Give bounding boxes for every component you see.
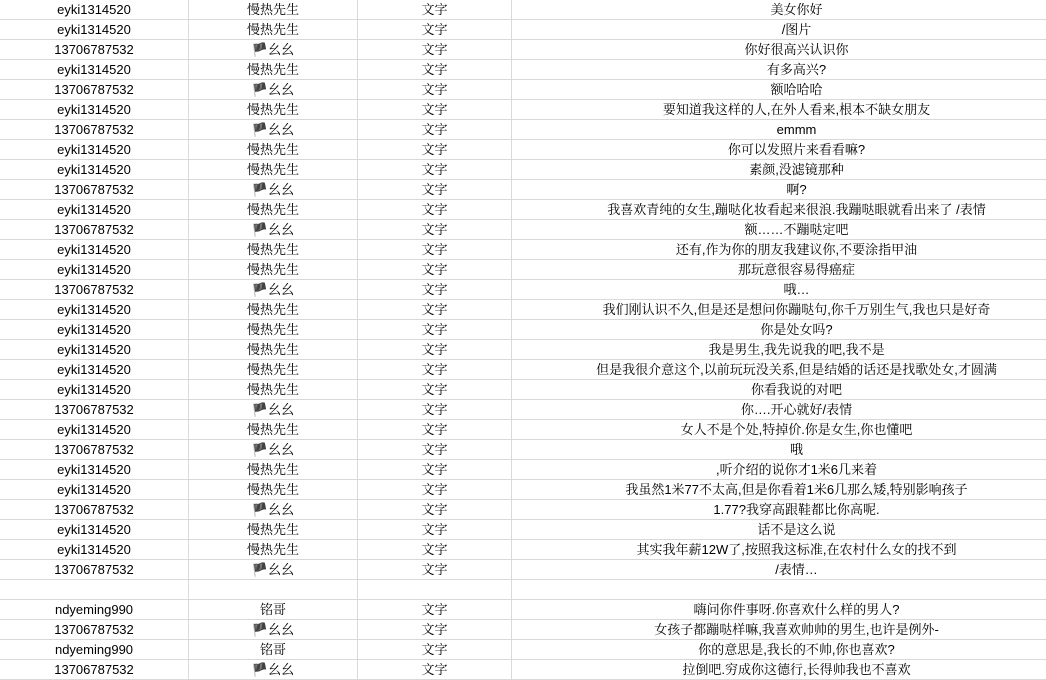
cell-nickname: 🏴幺幺	[189, 620, 358, 640]
cell-type: 文字	[358, 620, 512, 640]
cell-nickname	[189, 580, 358, 600]
cell-content: 嗨问你件事呀.你喜欢什么样的男人?	[512, 600, 1046, 620]
cell-content: 你可以发照片来看看嘛?	[512, 140, 1046, 160]
cell-account: eyki1314520	[0, 340, 189, 360]
cell-account: eyki1314520	[0, 20, 189, 40]
cell-account: 13706787532	[0, 660, 189, 680]
table-row	[0, 80, 1046, 100]
cell-account: 13706787532	[0, 440, 189, 460]
table-row	[0, 320, 1046, 340]
cell-type: 文字	[358, 600, 512, 620]
cell-type: 文字	[358, 640, 512, 660]
table-row	[0, 120, 1046, 140]
cell-type: 文字	[358, 380, 512, 400]
cell-account: eyki1314520	[0, 420, 189, 440]
cell-content: 我们刚认识不久,但是还是想问你蹦哒句,你千万别生气,我也只是好奇	[512, 300, 1046, 320]
cell-account: eyki1314520	[0, 480, 189, 500]
table-row	[0, 360, 1046, 380]
cell-content: 我喜欢青纯的女生,蹦哒化妆看起来很浪.我蹦哒眼就看出来了 /表情	[512, 200, 1046, 220]
cell-nickname: 🏴幺幺	[189, 500, 358, 520]
cell-type: 文字	[358, 420, 512, 440]
cell-account: eyki1314520	[0, 520, 189, 540]
cell-nickname: 🏴幺幺	[189, 280, 358, 300]
cell-nickname: 慢热先生	[189, 420, 358, 440]
cell-account: eyki1314520	[0, 160, 189, 180]
cell-account: 13706787532	[0, 280, 189, 300]
cell-nickname: 慢热先生	[189, 360, 358, 380]
cell-type: 文字	[358, 280, 512, 300]
cell-account: eyki1314520	[0, 60, 189, 80]
cell-content: 1.77?我穿高跟鞋都比你高呢.	[512, 500, 1046, 520]
cell-account: eyki1314520	[0, 460, 189, 480]
cell-content: 那玩意很容易得癌症	[512, 260, 1046, 280]
cell-account: eyki1314520	[0, 140, 189, 160]
cell-type: 文字	[358, 180, 512, 200]
cell-nickname: 慢热先生	[189, 240, 358, 260]
cell-type: 文字	[358, 540, 512, 560]
cell-content: 我是男生,我先说我的吧,我不是	[512, 340, 1046, 360]
cell-type: 文字	[358, 560, 512, 580]
table-row	[0, 560, 1046, 580]
cell-content: 额……不蹦哒定吧	[512, 220, 1046, 240]
cell-nickname: 慢热先生	[189, 60, 358, 80]
cell-account: 13706787532	[0, 80, 189, 100]
cell-account: 13706787532	[0, 500, 189, 520]
cell-nickname: 🏴幺幺	[189, 660, 358, 680]
table-row	[0, 300, 1046, 320]
cell-account: ndyeming990	[0, 600, 189, 620]
table-row	[0, 60, 1046, 80]
table-row	[0, 160, 1046, 180]
cell-nickname: 慢热先生	[189, 540, 358, 560]
cell-content: 素颜,没滤镜那种	[512, 160, 1046, 180]
cell-content: 女人不是个处,特掉价.你是女生,你也懂吧	[512, 420, 1046, 440]
cell-content: 有多高兴?	[512, 60, 1046, 80]
cell-type: 文字	[358, 400, 512, 420]
cell-content: 话不是这么说	[512, 520, 1046, 540]
cell-account: 13706787532	[0, 620, 189, 640]
cell-account: 13706787532	[0, 40, 189, 60]
table-row	[0, 620, 1046, 640]
table-row	[0, 420, 1046, 440]
table-row-spacer	[0, 580, 1046, 600]
cell-account	[0, 580, 189, 600]
cell-nickname: 慢热先生	[189, 100, 358, 120]
cell-type: 文字	[358, 220, 512, 240]
cell-content: 其实我年薪12W了,按照我这标准,在农村什么女的找不到	[512, 540, 1046, 560]
cell-type: 文字	[358, 500, 512, 520]
cell-nickname: 铭哥	[189, 640, 358, 660]
cell-content: 啊?	[512, 180, 1046, 200]
table-row	[0, 440, 1046, 460]
table-row	[0, 100, 1046, 120]
cell-nickname: 慢热先生	[189, 140, 358, 160]
cell-content: 你的意思是,我长的不帅,你也喜欢?	[512, 640, 1046, 660]
table-row	[0, 400, 1046, 420]
cell-nickname: 慢热先生	[189, 320, 358, 340]
cell-content	[512, 580, 1046, 600]
cell-nickname: 慢热先生	[189, 520, 358, 540]
cell-account: eyki1314520	[0, 100, 189, 120]
cell-account: 13706787532	[0, 400, 189, 420]
cell-content: 我虽然1米77不太高,但是你看着1米6几那么矮,特别影响孩子	[512, 480, 1046, 500]
cell-type: 文字	[358, 660, 512, 680]
table-row	[0, 460, 1046, 480]
cell-content: 拉倒吧.穷成你这德行,长得帅我也不喜欢	[512, 660, 1046, 680]
cell-content: 要知道我这样的人,在外人看来,根本不缺女朋友	[512, 100, 1046, 120]
table-row	[0, 520, 1046, 540]
cell-type: 文字	[358, 100, 512, 120]
table-row	[0, 640, 1046, 660]
table-row	[0, 480, 1046, 500]
cell-nickname: 🏴幺幺	[189, 120, 358, 140]
table-row	[0, 240, 1046, 260]
cell-content: ,听介绍的说你才1米6几来着	[512, 460, 1046, 480]
cell-account: eyki1314520	[0, 240, 189, 260]
cell-content: /表情…	[512, 560, 1046, 580]
cell-nickname: 🏴幺幺	[189, 180, 358, 200]
cell-nickname: 慢热先生	[189, 380, 358, 400]
cell-account: eyki1314520	[0, 360, 189, 380]
cell-nickname: 🏴幺幺	[189, 400, 358, 420]
cell-content: 哦	[512, 440, 1046, 460]
cell-type: 文字	[358, 360, 512, 380]
cell-nickname: 🏴幺幺	[189, 560, 358, 580]
cell-nickname: 慢热先生	[189, 160, 358, 180]
cell-type: 文字	[358, 0, 512, 20]
cell-type: 文字	[358, 80, 512, 100]
table-row	[0, 260, 1046, 280]
cell-content: 哦…	[512, 280, 1046, 300]
table-row	[0, 540, 1046, 560]
cell-nickname: 慢热先生	[189, 480, 358, 500]
table-row	[0, 380, 1046, 400]
cell-type: 文字	[358, 200, 512, 220]
cell-content: 你好很高兴认识你	[512, 40, 1046, 60]
cell-nickname: 慢热先生	[189, 300, 358, 320]
cell-nickname: 🏴幺幺	[189, 80, 358, 100]
cell-type: 文字	[358, 260, 512, 280]
cell-content: 还有,作为你的朋友我建议你,不要涂指甲油	[512, 240, 1046, 260]
cell-nickname: 🏴幺幺	[189, 220, 358, 240]
cell-nickname: 慢热先生	[189, 20, 358, 40]
cell-account: 13706787532	[0, 220, 189, 240]
cell-account: eyki1314520	[0, 320, 189, 340]
table-row	[0, 340, 1046, 360]
cell-content: emmm	[512, 120, 1046, 140]
cell-nickname: 慢热先生	[189, 200, 358, 220]
table-row	[0, 280, 1046, 300]
cell-content: 你是处女吗?	[512, 320, 1046, 340]
cell-nickname: 慢热先生	[189, 460, 358, 480]
cell-content: /图片	[512, 20, 1046, 40]
cell-nickname: 慢热先生	[189, 260, 358, 280]
cell-account: eyki1314520	[0, 540, 189, 560]
cell-type: 文字	[358, 320, 512, 340]
cell-type: 文字	[358, 340, 512, 360]
table-row	[0, 180, 1046, 200]
cell-nickname: 慢热先生	[189, 340, 358, 360]
table-row	[0, 220, 1046, 240]
cell-account: 13706787532	[0, 560, 189, 580]
table-row	[0, 40, 1046, 60]
cell-type: 文字	[358, 20, 512, 40]
cell-content: 额哈哈哈	[512, 80, 1046, 100]
cell-content: 但是我很介意这个,以前玩玩没关系,但是结婚的话还是找歌处女,才圆满	[512, 360, 1046, 380]
table-row	[0, 140, 1046, 160]
cell-nickname: 铭哥	[189, 600, 358, 620]
cell-type: 文字	[358, 480, 512, 500]
cell-type: 文字	[358, 120, 512, 140]
cell-account: eyki1314520	[0, 380, 189, 400]
cell-account: eyki1314520	[0, 260, 189, 280]
cell-type: 文字	[358, 520, 512, 540]
cell-type: 文字	[358, 460, 512, 480]
cell-account: 13706787532	[0, 180, 189, 200]
cell-account: 13706787532	[0, 120, 189, 140]
cell-content: 你看我说的对吧	[512, 380, 1046, 400]
cell-type: 文字	[358, 240, 512, 260]
table-row	[0, 0, 1046, 20]
table-row	[0, 200, 1046, 220]
cell-nickname: 🏴幺幺	[189, 40, 358, 60]
cell-account: eyki1314520	[0, 200, 189, 220]
cell-nickname: 🏴幺幺	[189, 440, 358, 460]
cell-type: 文字	[358, 300, 512, 320]
cell-type	[358, 580, 512, 600]
cell-account: eyki1314520	[0, 300, 189, 320]
table-row	[0, 660, 1046, 680]
table-row	[0, 20, 1046, 40]
cell-type: 文字	[358, 140, 512, 160]
table-row	[0, 600, 1046, 620]
cell-type: 文字	[358, 440, 512, 460]
cell-nickname: 慢热先生	[189, 0, 358, 20]
cell-type: 文字	[358, 40, 512, 60]
cell-content: 美女你好	[512, 0, 1046, 20]
cell-account: ndyeming990	[0, 640, 189, 660]
cell-account: eyki1314520	[0, 0, 189, 20]
table-row	[0, 500, 1046, 520]
cell-type: 文字	[358, 160, 512, 180]
cell-content: 你….开心就好/表情	[512, 400, 1046, 420]
cell-content: 女孩子都蹦哒样嘛,我喜欢帅帅的男生,也许是例外-	[512, 620, 1046, 640]
cell-type: 文字	[358, 60, 512, 80]
